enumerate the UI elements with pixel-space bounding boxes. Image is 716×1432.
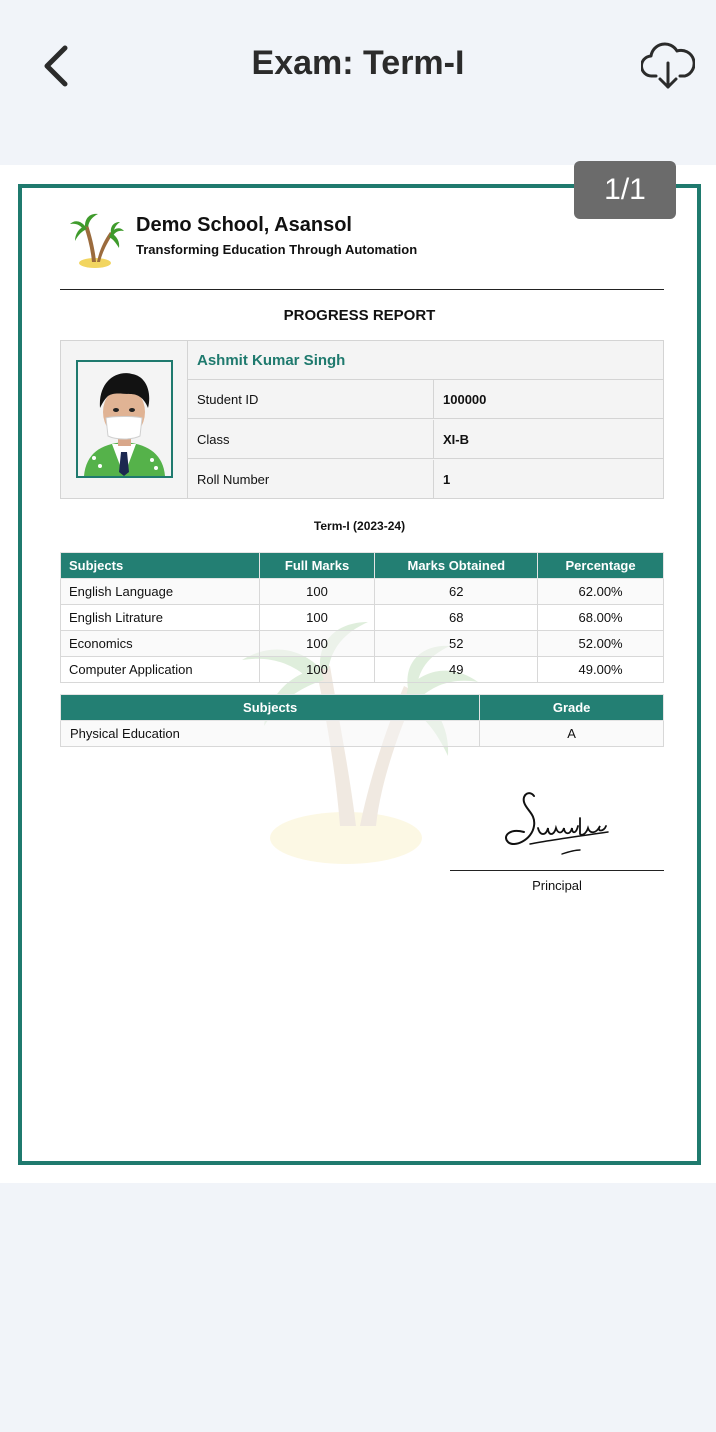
- table-row: [61, 721, 664, 747]
- full-marks-cell: 100: [259, 605, 375, 631]
- table-row: [61, 631, 664, 657]
- full-marks-cell: 100: [259, 657, 375, 683]
- cloud-download-icon: [641, 42, 695, 90]
- marks-table: [60, 552, 664, 683]
- column-header: Full Marks: [259, 553, 375, 579]
- column-header: Percentage: [538, 553, 664, 579]
- report-title: PROGRESS REPORT: [283, 307, 436, 324]
- student-photo: [76, 360, 173, 478]
- info-label: Class: [197, 432, 230, 447]
- signatory-label: Principal: [532, 878, 582, 893]
- table-header-row: [61, 695, 664, 721]
- student-avatar: [78, 362, 171, 476]
- info-value: XI-B: [443, 432, 469, 447]
- marks-obtained-cell: 62: [375, 579, 538, 605]
- table-row: [61, 579, 664, 605]
- header-divider: [60, 289, 664, 290]
- marks-obtained-cell: 68: [375, 605, 538, 631]
- full-marks-cell: 100: [259, 579, 375, 605]
- subject-cell: Economics: [61, 631, 260, 657]
- percentage-cell: 49.00%: [538, 657, 664, 683]
- info-label: Student ID: [197, 392, 259, 407]
- subject-cell: English Language: [61, 579, 260, 605]
- column-header: Marks Obtained: [375, 553, 538, 579]
- full-marks-cell: 100: [259, 631, 375, 657]
- student-name: Ashmit Kumar Singh: [188, 341, 663, 380]
- subject-cell: English Litrature: [61, 605, 260, 631]
- info-value: 1: [443, 472, 451, 487]
- percentage-cell: 68.00%: [538, 605, 664, 631]
- info-value: 100000: [443, 392, 487, 407]
- grade-table: [60, 694, 664, 747]
- principal-signature: [500, 788, 612, 866]
- column-header: Subjects: [61, 695, 480, 721]
- info-label: Roll Number: [197, 472, 270, 487]
- percentage-cell: 62.00%: [538, 579, 664, 605]
- signature-line: [450, 870, 664, 871]
- student-info-box: [60, 340, 664, 499]
- column-header: Subjects: [61, 553, 260, 579]
- subject-cell: Computer Application: [61, 657, 260, 683]
- report-card-document: [18, 184, 701, 1165]
- marks-obtained-cell: 49: [375, 657, 538, 683]
- school-name: Demo School, Asansol: [136, 214, 352, 236]
- page-title: Exam: Term-I: [251, 44, 465, 82]
- info-row-class: [188, 420, 663, 459]
- percentage-cell: 52.00%: [538, 631, 664, 657]
- photo-cell: [61, 341, 188, 498]
- school-tagline: Transforming Education Through Automation: [136, 242, 418, 257]
- table-row: [61, 605, 664, 631]
- subject-cell: Physical Education: [61, 721, 480, 747]
- grade-cell: A: [480, 721, 664, 747]
- page-counter: 1/1: [574, 161, 676, 219]
- table-row: [61, 657, 664, 683]
- school-logo: [70, 212, 124, 270]
- info-row-roll-number: [188, 460, 663, 499]
- download-button[interactable]: [638, 38, 698, 94]
- term-heading: Term-I (2023-24): [313, 519, 406, 533]
- column-header: Grade: [480, 695, 664, 721]
- info-row-student-id: [188, 380, 663, 419]
- top-bar: [0, 0, 716, 165]
- marks-obtained-cell: 52: [375, 631, 538, 657]
- table-header-row: [61, 553, 664, 579]
